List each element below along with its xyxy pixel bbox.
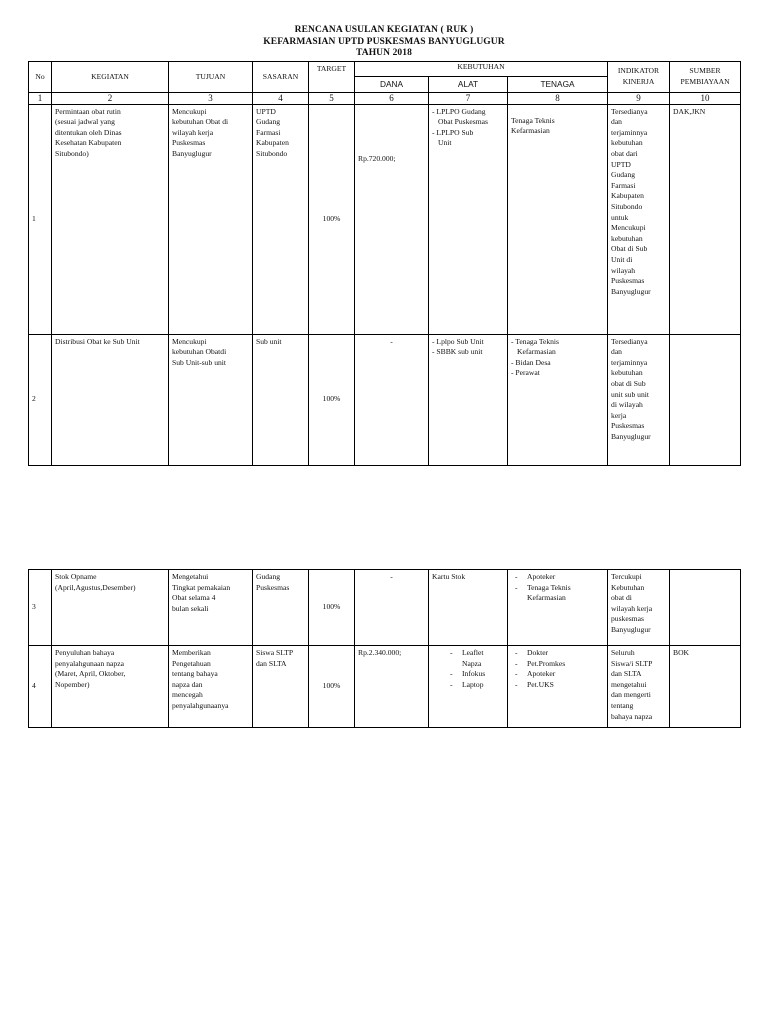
dana-cell: Rp.2.340.000; (355, 646, 429, 728)
col-number: 10 (670, 92, 741, 104)
dana-cell: - (355, 570, 429, 646)
document-title: RENCANA USULAN KEGIATAN ( RUK ) (294, 25, 474, 35)
tenaga-cell: Tenaga Teknis Kefarmasian (508, 104, 608, 334)
col-header-tujuan: TUJUAN (169, 62, 253, 93)
col-header-tenaga: TENAGA (508, 77, 608, 93)
alat-item: - Leaflet Napza (446, 648, 504, 669)
tujuan-cell: Memberikan Pengetahuan tentang bahaya napza dan mencegah penyalahgunaanya (169, 646, 253, 728)
sasaran-cell: UPTD Gudang Farmasi Kabupaten Situbondo (253, 104, 309, 334)
col-header-indikator: INDIKATOR KINERJA (608, 62, 670, 93)
table-row (29, 646, 741, 728)
alat-item: - Laptop (446, 680, 504, 691)
target-cell: 100% (309, 104, 355, 334)
ruk-table-page2 (28, 569, 741, 728)
target-cell: 100% (309, 334, 355, 465)
col-number: 6 (355, 92, 429, 104)
col-header-kebutuhan: KEBUTUHAN (355, 62, 608, 77)
sasaran-cell: Sub unit (253, 334, 309, 465)
col-number: 3 (169, 92, 253, 104)
col-header-kegiatan: KEGIATAN (52, 62, 169, 93)
col-number: 4 (253, 92, 309, 104)
col-number: 9 (608, 92, 670, 104)
col-header-target: TARGET (309, 62, 355, 93)
kegiatan-cell: Permintaan obat rutin (sesuai jadwal yang ditentukan oleh Dinas Kesehatan Kabupaten Situbondo) (52, 104, 169, 334)
col-header-sasaran: SASARAN (253, 62, 309, 93)
tujuan-cell: Mencukupi kebutuhan Obat di wilayah kerja Puskesmas Banyuglugur (169, 104, 253, 334)
row-number: 4 (29, 646, 52, 728)
tenaga-cell (508, 646, 608, 728)
indikator-cell: Tersedianya dan terjaminnya kebutuhan obat di Sub unit sub unit di wilayah kerja Puskesmas Banyuglugur (608, 334, 670, 465)
tujuan-cell: Mencukupi kebutuhan Obatdi Sub Unit-sub unit (169, 334, 253, 465)
col-number: 1 (29, 92, 52, 104)
tenaga-item: - Apoteker (511, 669, 604, 680)
alat-cell: - LPLPO Gudang Obat Puskesmas - LPLPO Sub Unit (429, 104, 508, 334)
table-row (29, 570, 741, 646)
col-number: 5 (309, 92, 355, 104)
indikator-cell: Tersedianya dan terjaminnya kebutuhan obat dari UPTD Gudang Farmasi Kabupaten Situbondo untuk Mencukupi kebutuhan Obat di Sub Unit di wilayah Puskesmas Banyuglugur (608, 104, 670, 334)
kegiatan-cell: Penyuluhan bahaya penyalahgunaan napza (Maret, April, Oktober, Nopember) (52, 646, 169, 728)
indikator-cell: Seluruh Siswa/i SLTP dan SLTA mengetahui dan mengerti tentang bahaya napza (608, 646, 670, 728)
tenaga-cell: - Tenaga Teknis Kefarmasian - Bidan Desa - Perawat (508, 334, 608, 465)
table-row (29, 104, 741, 334)
tenaga-item: - Tenaga Teknis Kefarmasian (511, 583, 604, 604)
tenaga-item: - Pet.Promkes (511, 659, 604, 670)
row-number: 2 (29, 334, 52, 465)
row-number: 1 (29, 104, 52, 334)
col-header-no: No (29, 62, 52, 93)
sumber-cell: DAK,JKN (670, 104, 741, 334)
kegiatan-cell: Distribusi Obat ke Sub Unit (52, 334, 169, 465)
tenaga-item: - Pet.UKS (511, 680, 604, 691)
col-header-dana: DANA (355, 77, 429, 93)
alat-cell: - Lplpo Sub Unit - SBBK sub unit (429, 334, 508, 465)
column-number-row (29, 92, 741, 104)
col-header-sumber: SUMBER PEMBIAYAAN (670, 62, 741, 93)
row-number: 3 (29, 570, 52, 646)
tujuan-cell: Mengetahui Tingkat pemakaian Obat selama 4 bulan sekali (169, 570, 253, 646)
document-subtitle: KEFARMASIAN UPTD PUSKESMAS BANYUGLUGUR (263, 37, 505, 47)
sasaran-cell: Gudang Puskesmas (253, 570, 309, 646)
document-year: TAHUN 2018 (356, 48, 412, 58)
alat-item: - Infokus (446, 669, 504, 680)
sumber-cell: BOK (670, 646, 741, 728)
indikator-cell: Tercukupi Kebutuhan obat di wilayah kerja puskesmas Banyuglugur (608, 570, 670, 646)
kegiatan-cell: Stok Opname (April,Agustus,Desember) (52, 570, 169, 646)
sumber-cell (670, 334, 741, 465)
tenaga-item: - Dokter (511, 648, 604, 659)
target-cell: 100% (309, 570, 355, 646)
alat-cell: Kartu Stok (429, 570, 508, 646)
dana-cell: Rp.720.000; (355, 104, 429, 334)
col-header-alat: ALAT (429, 77, 508, 93)
alat-cell (429, 646, 508, 728)
dana-cell: - (355, 334, 429, 465)
table-row (29, 334, 741, 465)
sumber-cell (670, 570, 741, 646)
tenaga-item: - Apoteker (511, 572, 604, 583)
col-number: 2 (52, 92, 169, 104)
ruk-table-page1 (28, 61, 741, 466)
tenaga-cell (508, 570, 608, 646)
sasaran-cell: Siswa SLTP dan SLTA (253, 646, 309, 728)
target-cell: 100% (309, 646, 355, 728)
col-number: 8 (508, 92, 608, 104)
col-number: 7 (429, 92, 508, 104)
